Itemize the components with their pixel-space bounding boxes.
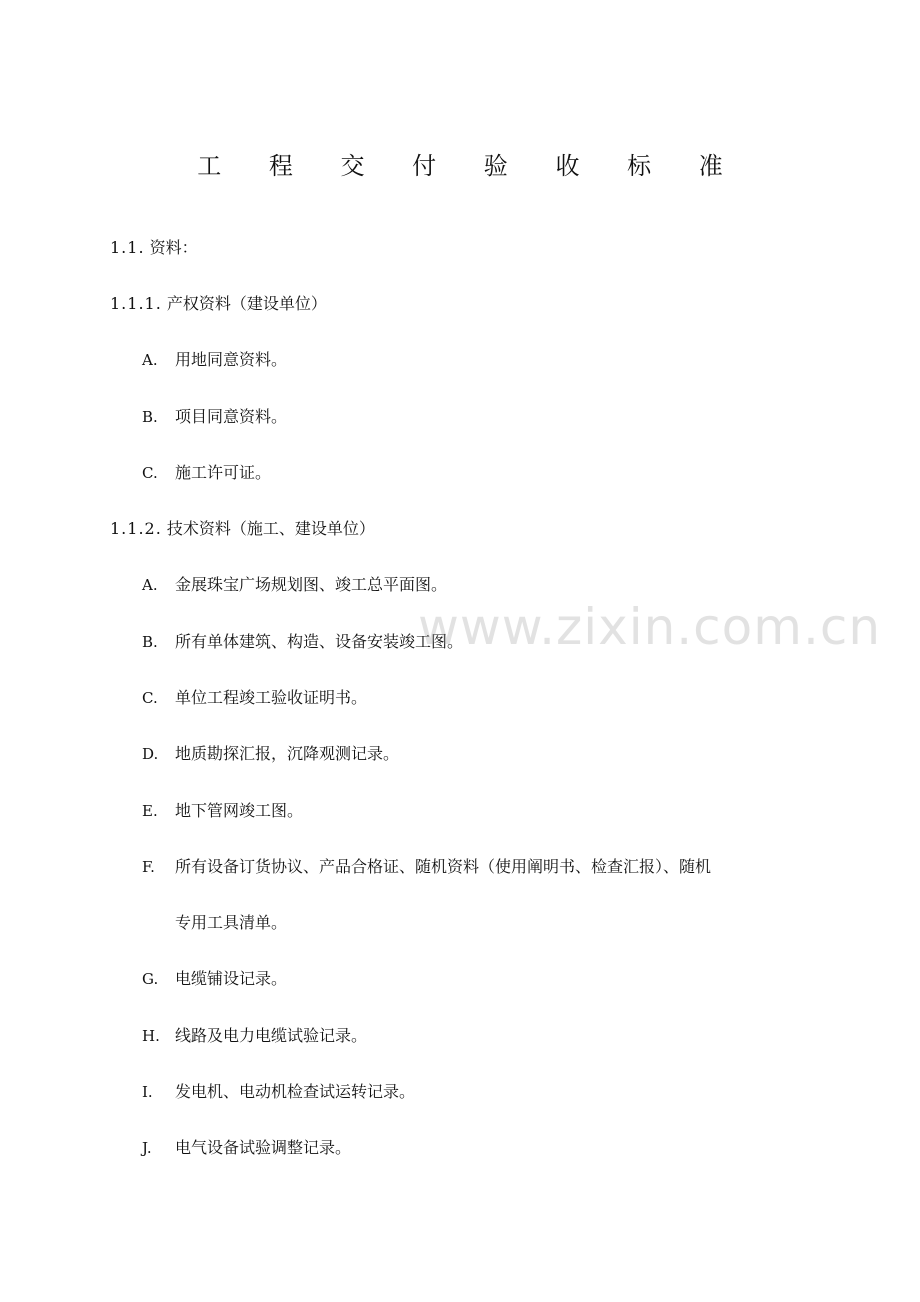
- list-item-letter: J.: [142, 1139, 152, 1157]
- section-label: 资料：: [149, 238, 198, 257]
- list-item-letter: C.: [142, 689, 158, 707]
- section-number: 1.1.: [110, 238, 145, 257]
- list-item-text: 线路及电力电缆试验记录。: [175, 1026, 368, 1045]
- document-title: 工 程 交 付 验 收 标 准: [197, 152, 743, 180]
- list-item-letter: H.: [142, 1027, 160, 1045]
- list-item-letter: F.: [142, 858, 155, 876]
- list-item-text: 地下管网竣工图。: [175, 801, 304, 820]
- list-item-text: 施工许可证。: [175, 463, 272, 482]
- list-item-letter: E.: [142, 802, 158, 820]
- list-item-text: 电缆铺设记录。: [175, 969, 288, 988]
- subsection-number: 1.1.2.: [110, 519, 162, 538]
- list-item-letter: A.: [142, 351, 158, 369]
- section-heading: [110, 237, 198, 259]
- list-item-text: 所有设备订货协议、产品合格证、随机资料（使用阐明书、检查汇报）、随机: [175, 857, 712, 876]
- list-item-text: 项目同意资料。: [175, 407, 288, 426]
- list-item-letter: D.: [142, 745, 159, 763]
- list-item-letter: G.: [142, 970, 159, 988]
- list-item-continuation: 专用工具清单。: [175, 913, 288, 932]
- subsection-number: 1.1.1.: [110, 294, 162, 313]
- list-item-text: 金展珠宝广场规划图、竣工总平面图。: [175, 575, 448, 594]
- subsection-heading-1: [110, 293, 327, 315]
- list-item-text: 单位工程竣工验收证明书。: [175, 688, 368, 707]
- list-item-text: 电气设备试验调整记录。: [175, 1138, 352, 1157]
- subsection-label: 技术资料（施工、建设单位）: [166, 519, 375, 538]
- list-item-text: 发电机、电动机检查试运转记录。: [175, 1082, 416, 1101]
- subsection-label: 产权资料（建设单位）: [166, 294, 327, 313]
- list-item-letter: C.: [142, 464, 158, 482]
- list-item-text: 用地同意资料。: [175, 350, 288, 369]
- list-item-text: 所有单体建筑、构造、设备安装竣工图。: [175, 632, 464, 651]
- list-item-text: 地质勘探汇报，沉降观测记录。: [175, 744, 400, 763]
- watermark: www.zixin.com.cn: [418, 598, 882, 656]
- list-item-letter: I.: [142, 1083, 153, 1101]
- list-item-letter: A.: [142, 576, 158, 594]
- subsection-heading-2: [110, 518, 375, 540]
- list-item-letter: B.: [142, 408, 158, 426]
- list-item-letter: B.: [142, 633, 158, 651]
